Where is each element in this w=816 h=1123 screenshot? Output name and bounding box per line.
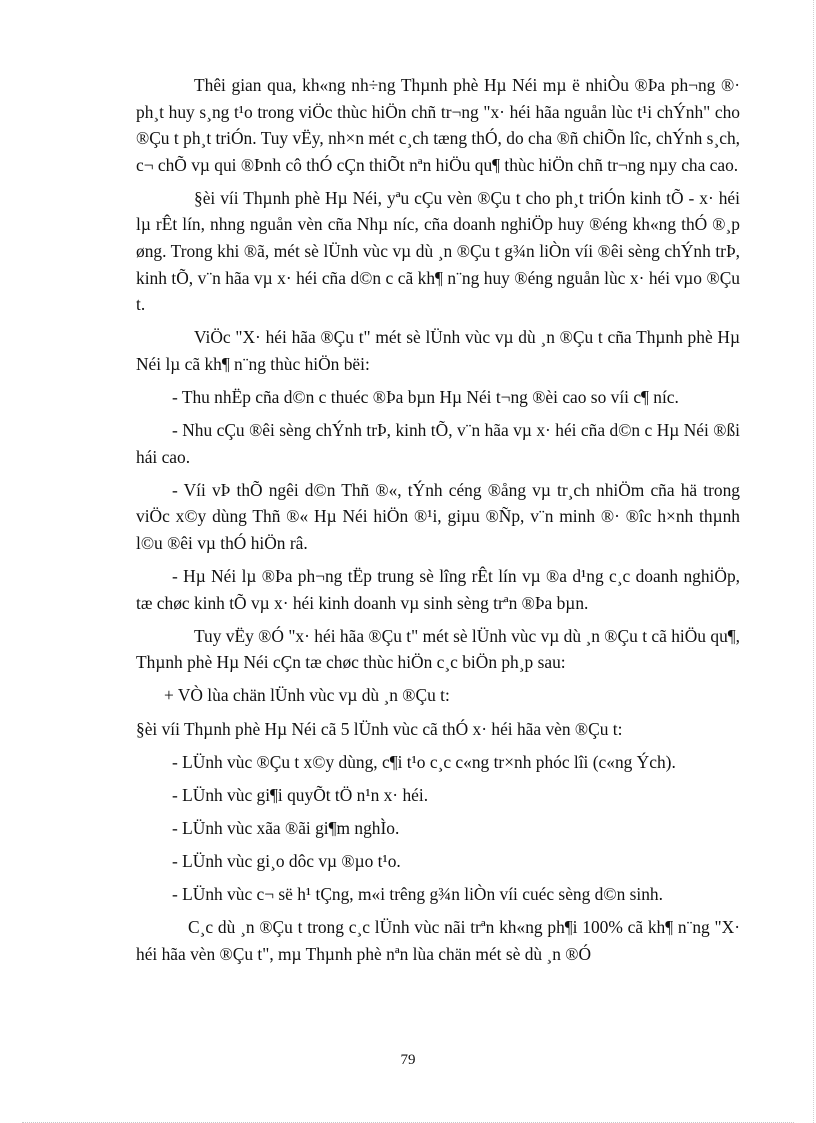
paragraph: - Hµ Néi lµ ®Þa ph¬ng tËp trung sè lîng rÊt lín vµ ®a d¹ng c¸c doanh nghiÖp, tæ chøc kinh tÕ vµ x· héi kinh doanh vµ sinh sèng trªn ®Þa bµn. bbox=[136, 566, 740, 613]
paragraph: - LÜnh vùc xãa ®ãi gi¶m nghÌo. bbox=[172, 817, 400, 838]
paragraph: Tuy vËy ®Ó "x· héi hãa ®Çu t" mét sè lÜnh vùc vµ dù ¸n ®Çu t cã hiÖu qu¶, Thµnh phè Hµ Néi cÇn tæ chøc thùc hiÖn c¸c biÖn ph¸p sau: bbox=[136, 625, 740, 673]
paragraph: - Nhu cÇu ®êi sèng chÝnh trÞ, kinh tÕ, v¨n hãa vµ x· héi cña d©n c Hµ Néi ®ßi hái cao. bbox=[136, 420, 740, 467]
page-right-border bbox=[813, 0, 814, 1123]
paragraph: C¸c dù ¸n ®Çu t trong c¸c lÜnh vùc nãi trªn kh«ng ph¶i 100% cã kh¶ n¨ng "X· héi hãa vèn ®Çu t", mµ Thµnh phè nªn lùa chän mét sè dù ¸n ®Ó bbox=[136, 917, 740, 964]
paragraph: - Thu nhËp cña d©n c thuéc ®Þa bµn Hµ Néi t¬ng ®èi cao so víi c¶ níc. bbox=[172, 387, 679, 408]
paragraph: - LÜnh vùc gi¸o dôc vµ ®µo t¹o. bbox=[172, 850, 401, 871]
paragraph: Thêi gian qua, kh«ng nh÷ng Thµnh phè Hµ Néi mµ ë nhiÒu ®Þa ph¬ng ®· ph¸t huy s¸ng t¹o trong viÖc thùc hiÖn chñ tr¬ng "x· héi hãa nguån lùc t¹i chÝnh" cho ®Çu t ph¸t triÓn. Tuy vËy, nh×n mét c¸ch tæng thÓ, do cha ®ñ chiÕn lîc, chÝnh s¸ch, c¬ chÕ vµ qui ®Þnh cô thÓ cÇn thiÕt nªn hiÖu qu¶ thùc hiÖn chñ tr¬ng nµy cha cao. bbox=[136, 75, 740, 175]
body-text bbox=[136, 72, 740, 974]
paragraph: §èi víi Thµnh phè Hµ Néi cã 5 lÜnh vùc cã thÓ x· héi hãa vèn ®Çu t: bbox=[136, 718, 623, 739]
paragraph: - LÜnh vùc c¬ së h¹ tÇng, m«i trêng g¾n liÒn víi cuéc sèng d©n sinh. bbox=[172, 884, 663, 905]
page-number: 79 bbox=[400, 1052, 416, 1068]
paragraph: §èi víi Thµnh phè Hµ Néi, yªu cÇu vèn ®Çu t cho ph¸t triÓn kinh tÕ - x· héi lµ rÊt lín, nhng nguån vèn cña Nhµ níc, cña doanh nghiÖp huy ®éng kh«ng thÓ ®¸p øng. Trong khi ®ã, mét sè lÜnh vùc vµ dù ¸n ®Çu t g¾n liÒn víi ®êi sèng chÝnh trÞ, kinh tÕ, v¨n hãa vµ x· héi cña d©n c cã kh¶ n¨ng huy ®éng nguån lùc x· héi vµo ®Çu t. bbox=[136, 187, 740, 315]
paragraph: - LÜnh vùc ®Çu t x©y dùng, c¶i t¹o c¸c c«ng tr×nh phóc lîi (c«ng Ých). bbox=[172, 751, 676, 772]
paragraph: - LÜnh vùc gi¶i quyÕt tÖ n¹n x· héi. bbox=[172, 784, 429, 805]
paragraph: + VÒ lùa chän lÜnh vùc vµ dù ¸n ®Çu t: bbox=[164, 685, 450, 706]
paragraph: ViÖc "X· héi hãa ®Çu t" mét sè lÜnh vùc vµ dù ¸n ®Çu t cña Thµnh phè Hµ Néi lµ cã kh¶ n¨ng thùc hiÖn bëi: bbox=[136, 327, 740, 374]
paragraph: - Víi vÞ thÕ ngêi d©n Thñ ®«, tÝnh céng ®ång vµ tr¸ch nhiÖm cña hä trong viÖc x©y dùng Thñ ®« Hµ Néi hiÖn ®¹i, giµu ®Ñp, v¨n minh ®· ®îc h×nh thµnh l©u ®êi vµ thÓ hiÖn râ. bbox=[136, 479, 740, 553]
